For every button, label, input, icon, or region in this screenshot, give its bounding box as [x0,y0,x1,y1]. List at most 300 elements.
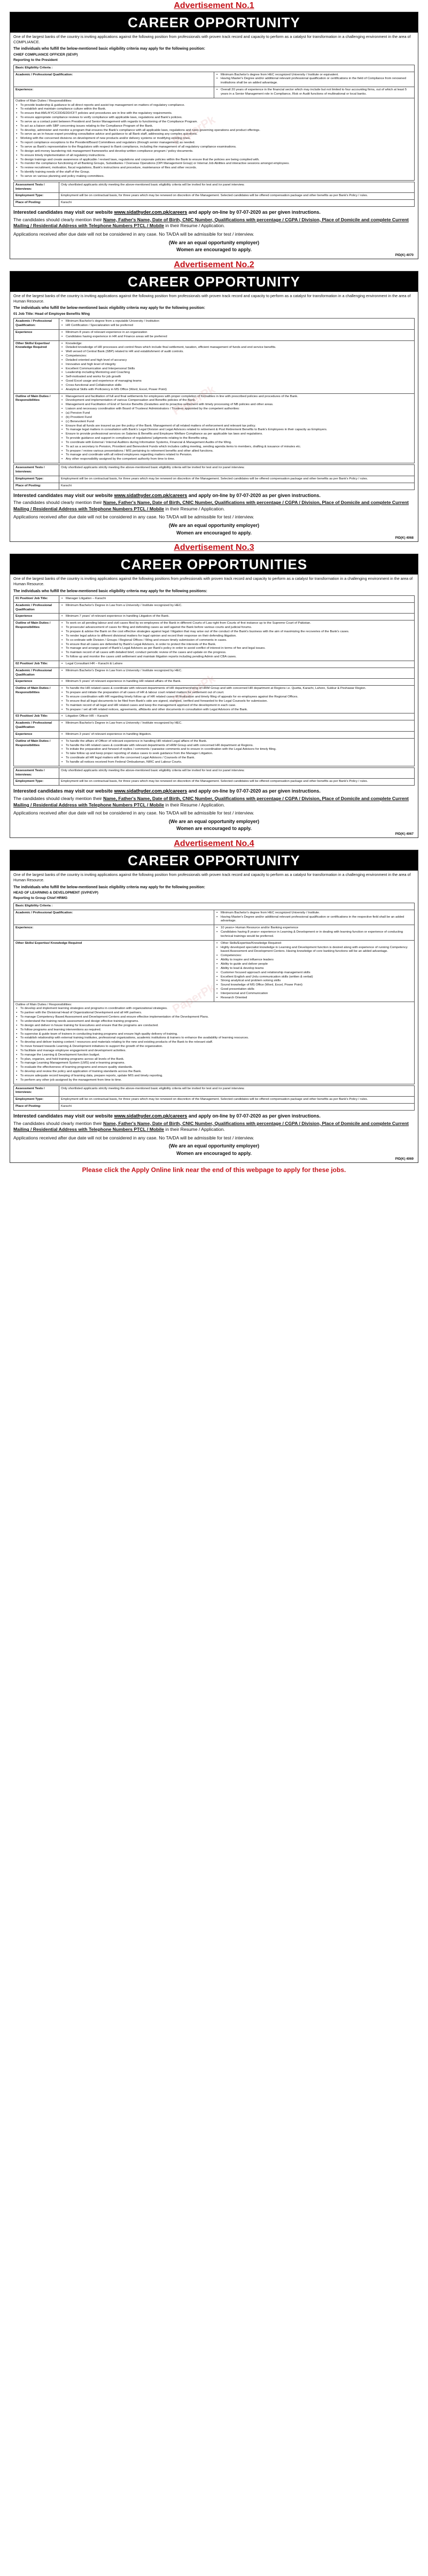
advertisement-box [10,12,418,259]
row-label: Employment Type: [14,476,59,483]
list-item: ▪ To work on all pending labour and civil cases filed by ex-employees of the Bank in different Courts of Law right from Courts of first instance up to the Supreme Court of Pakistan. [66,622,413,626]
table-row [14,200,415,207]
equal-opportunity: (We are an equal opportunity employer) [168,239,260,245]
list-item: ▪ 10 years+ Human Resource and/or Banking experience [221,926,413,930]
position-title: Reporting to the President [13,58,58,63]
list-item: ▪ To ensure appropriate compliance reviews to verify compliance with applicable laws, regulations and Bank's policies. [20,116,413,120]
list-item: ▪ Manager Litigation – Karachi [66,597,413,601]
list-item: ▪ To handle the affairs of Officer of relevant experience in handling HR related Legal affairs of the Bank. [66,740,413,744]
list-item: ▪ Self-motivated and works for job growth [66,375,413,379]
row-label: 01 Position/ Job Title: [14,595,59,602]
list-item: ▪ To supervise & guide team of trainers in conducting training programs and ensure high quality delivery of training. [20,1033,413,1037]
apply-prefix: Interested candidates may visit our website [13,210,114,215]
bullet-list [61,721,413,726]
list-item: ▪ To prepare / review various presentations / MIS pertaining to retirement benefits and other allied functions. [66,449,413,454]
list-item: ▪ Strong analytical and problem solving skills [221,979,413,983]
list-item: ▪ Well versed of Central Bank (SBP) related to HR and establishment of audit controls. [66,350,413,354]
duties-label: Outline of Main Duties / Responsibilities: [15,99,72,103]
row-content [214,87,415,98]
mention-instructions [10,795,418,809]
list-item: ▪ To handle the HR related cases & coordinate with relevant departments of HRM Group and with concerned HR department at Regions. [66,744,413,748]
bullet-list [61,597,413,601]
bullet-list [216,942,413,1000]
table-row [14,1097,415,1104]
mention-suffix: in their Resume / Application. [164,802,225,808]
criteria-header-row [14,65,415,72]
list-item: ▪ Legal Consultant HR – Karachi & Lahore [66,662,413,666]
row-label: Other Skills/ Expertise/ Knowledge Required [14,940,214,1002]
apply-instructions [10,1112,418,1120]
list-item: ▪ To prosecute/ advancement of cases for filing and defending cases as well against the Bank before various courts and judicial forums. [66,626,413,630]
pid-number: PID(K) 4067 [395,832,414,836]
list-item: ▪ Liaison and necessary coordination with Board of Trustees/ Administrators / Trustees appointed by the competent authorities: [66,407,413,412]
watermark: PaperPk [170,980,218,1016]
bullet-list [61,615,413,619]
row-label: Place of Posting: [14,1104,59,1111]
list-item: ▪ Minimum Bachelor's Degree in Law from a University / Institute recognized by HEC. [66,604,413,608]
table-row [14,72,415,87]
row-label: Experience: [14,925,214,941]
duties-cell [14,1002,415,1084]
list-item: ▪ To establish and maintain compliance culture within the Bank. [20,107,413,112]
bullet-list [216,73,413,86]
eligibility-note: The individuals who fulfill the below-mentioned basic eligibility criteria may apply for the following position: [13,306,205,311]
mention-prefix: The candidates should clearly mention their [13,216,104,222]
table-row [14,731,415,738]
table-row [14,668,415,679]
equal-opportunity: (We are an equal opportunity employer) [168,522,260,528]
list-item: ▪ To ensure coordination with HR regarding timely follow up of HR related cases till finalization and timely filing of appeals for ex-employees against the Regional Offices. [66,695,413,700]
list-item: ▪ Minimum Bachelor's Degree in Law from a University / Institute recognized by HEC. [66,721,413,726]
bullet-list [61,669,413,673]
table-row [14,614,415,620]
women-encouraged: Women are encouraged to apply. [176,826,252,832]
list-item: ▪ To render legal advice to different divisional matters for legal opinion and record their response on their defending litigation. [66,634,413,639]
mention-suffix: in their Resume / Application. [164,223,225,229]
pid-number: PID(K) 4069 [395,1157,414,1161]
table-row [14,595,415,602]
row-label: Academic / Professional Qualification: [14,72,214,87]
duties-row [14,1002,415,1084]
list-item: ▪ To maintain record of all legal and HR related cases and keep the management apprised of the development in each case. [66,704,413,708]
advertisement-heading: Advertisement No.1 [174,1,254,10]
terms-table [13,464,415,490]
list-item: ▪ To report compliance exceptions to the President/Board Committees and regulators (through senior management) as needed. [20,141,413,145]
bullet-list [61,331,413,339]
list-item: ▪ To prepare & advise the Bank on the cost effective strategies against legal / litigation that may arise out of the conduct of the Bank's business with the aim of maximizing the recoveries of the Bank's cases. [66,630,413,634]
row-content: Karachi [59,200,415,207]
list-item: ▪ Minimum Bachelor's degree from HEC recognized University / Institute or equivalent. [221,73,413,77]
position-title: 01 Job Title: Head of Employee Benefits Wing [13,312,90,316]
bullet-list [216,926,413,939]
list-item: ▪ To establish relationship with external training institutes, professional organizations, academic institutions & trainers to enhance the availability of learning resources. [20,1036,413,1041]
list-item: ▪ Leadership including Mentoring and Coaching [66,371,413,375]
watermark: PaperPk [170,113,218,148]
women-encouraged: Women are encouraged to apply. [176,1151,252,1157]
list-item: ▪ To provide leadership & guidance to all direct reports and assist top management on matters of regulatory compliance. [20,104,413,108]
list-item: ▪ Minimum 3 years' of relevant experience in handling litigation. [66,733,413,737]
row-content [59,393,415,463]
list-item: ▪ Overall 20 years of experience in the financial sector which may include but not limited to four accounting firms, out of which at least 5 years in a Senior Management role in Compliance, Risk or Audit functions of multinational or local banks. [221,88,413,97]
list-item: ▪ Any other responsibility assigned by the competent authority from time to time. [66,457,413,462]
apply-instructions [10,208,418,216]
row-label: Academic / Professional Qualification: [14,319,59,330]
row-label: Employment Type: [14,193,59,200]
mention-instructions [10,216,418,230]
row-label: 03 Position/ Job Title: [14,713,59,720]
row-content [214,72,415,87]
list-item: ▪ To follow programs and learning interventions as required. [20,1028,413,1033]
list-item: ▪ Detailed oriented and high level of accuracy [66,359,413,363]
row-content [59,686,415,713]
row-content [59,614,415,620]
list-item: ▪ To plan, organize, and hold training programs across all levels of the Bank. [20,1058,413,1062]
table-row [14,767,415,779]
list-item: ▪ To monitor the compliance functioning of all Banking Groups, Subsidiaries / Overseas Operations (OPI Management Group) or Internal Job Abilities and interactive sessions amongst employees. [20,162,413,166]
list-item: ▪ Working with the concerned divisions on development of new products and/or delivery systems or modifying existing ones. [20,137,413,141]
deadline-notice: Applications received after due date will not be considered in any case. No TA/DA will be admissible for test / interview. [13,231,254,237]
list-item: ▪ Competencies: [221,954,413,958]
row-content: Only shortlisted applicants strictly meeting the above-mentioned basic eligibility criteria will be invited for test and /or panel interview. [59,465,415,476]
list-item: ▪ Management and facilitation of full and final settlements for employees with proper completion of formalities in line with prescribed policies and procedures of the Bank. [66,395,413,399]
row-content: Karachi [59,1104,415,1111]
pid-number: PID(K) 4068 [395,536,414,540]
list-item: ▪ To handle all notices received from Federal Ombudsman, NIRC and Labour Courts. [66,761,413,765]
row-label: Experience [14,731,59,738]
apply-instructions [10,787,418,795]
list-item: ▪ To manage Learning Management System (LMS) and e-learning programs. [20,1061,413,1066]
list-item: ▪ Competencies: [66,354,413,359]
list-item: ▪ Ensure that all funds are insured as per the policy of the Bank. Management of all related matters of enforcement and relevant tax policy. [66,424,413,429]
row-label: Academic / Professional Qualification [14,668,59,679]
intro-paragraph: One of the largest banks of the country is inviting applications against the following positions from professionals with proven track record and capacity to perform as a catalyst for transformation in a challenging environment in the area of Human Resource. [13,576,413,587]
terms-table [13,1085,415,1111]
row-label: Outline of Main Duties / Responsibilities [14,686,59,713]
criteria-table [13,65,415,181]
apply-prefix: Interested candidates may visit our website [13,492,114,498]
careers-link[interactable]: www.sidathyder.com.pk/careers [114,492,188,498]
list-item: ▪ To prepare and initiate the preparation of all cases of HR & labour court related matters for settlement out of court. [66,691,413,695]
row-content [59,319,415,330]
table-row [14,193,415,200]
list-item: ▪ Minimum Bachelor's degree from a reputable University / Institution [66,320,413,324]
document-page [0,0,428,1175]
row-label: Other Skills/ Expertise/ Knowledge Required [14,340,59,393]
table-row [14,925,415,941]
intro-paragraph: One of the largest banks of the country is inviting applications against the following position from professionals with proven track record and capacity to perform as a catalyst for transformation in a challenging environment in the area of Human Resource. [13,293,411,304]
careers-link[interactable]: www.sidathyder.com.pk/careers [114,788,188,794]
mention-prefix: The candidates should clearly mention their [13,1120,104,1126]
duties-list [15,1007,413,1082]
duties-cell [14,98,415,180]
bullet-list [216,911,413,924]
mention-instructions [10,499,418,513]
row-content: Karachi [59,483,415,490]
row-content: Employment will be on contractual basis, for three years which may be renewed on discretion of the Management. Selected candidates will be offered compensation package and other benefits as per Bank's Policy / rules. [59,779,415,786]
row-label: Academic / Professional Qualification [14,720,59,732]
mention-instructions [10,1120,418,1134]
list-item: ▪ To ensure that AML/KYC/CDD/EDD/CFT policies and procedures are in line with the regulatory requirements. [20,112,413,116]
mention-suffix: in their Resume / Application. [164,1127,225,1132]
list-item: ▪ Customer focused approach and relationship management skills [221,971,413,975]
duties-row [14,98,415,180]
table-row [14,940,415,1002]
list-item: ▪ Minimum Bachelor's Degree in Law from a University / Institute recognized by HEC. [66,669,413,673]
row-content: Employment will be on contractual basis, for three years which may be renewed on discretion of the Management. Selected candidates will be offered compensation package and other benefits as per Bank's Policy / rules. [59,193,415,200]
row-content [59,602,415,614]
list-item: ▪ To partner with the Divisional Head of Organizational Development and all HR partners. [20,1011,413,1015]
row-label: Outline of Main Duties / Responsibilities [14,393,59,463]
advertisement-heading: Advertisement No.4 [174,839,254,849]
list-item: ▪ Interpersonal and Communication [221,992,413,996]
row-label: Assessment Tests / Interviews: [14,182,59,193]
bullet-list [61,662,413,666]
apply-suffix: and apply on-line by 07-07-2020 as per given instructions. [187,492,321,498]
list-item: ▪ Ability to inspire and influence leaders [221,958,413,963]
list-item: ▪ To evaluate the effectiveness of learning programs and ensure quality standards. [20,1066,413,1070]
row-label: Experience [14,679,59,686]
table-row [14,465,415,476]
careers-link[interactable]: www.sidathyder.com.pk/careers [114,1113,188,1119]
list-item: ▪ To serve on various planning and policy making committees. [20,175,413,179]
list-item: ▪ Good presentation skills [221,988,413,992]
row-label: Experience [14,614,59,620]
bullet-list [61,740,413,765]
terms-table [13,767,415,786]
deadline-notice: Applications received after due date will not be considered in any case. No TA/DA will be admissible for test / interview. [13,810,254,816]
bullet-list [61,604,413,608]
table-row [14,393,415,463]
row-content [214,925,415,941]
terms-table [13,182,415,207]
list-item: ▪ To design trainings and create awareness of applicable / revised laws, regulations and corporate policies within the Bank to ensure that the policies are being complied with. [20,158,413,162]
table-row [14,910,415,925]
row-content [59,720,415,732]
women-encouraged: Women are encouraged to apply. [176,530,252,536]
list-item: ▪ To provide guidance and support in compliance of regulations/ judgments relating to the Benefits wing. [66,437,413,441]
row-content [59,329,415,340]
equal-opportunity: (We are an equal opportunity employer) [168,818,260,824]
table-row [14,182,415,193]
list-item: ▪ To initiate the preparation and forward of replies / comments / parawise comments and to ensure in coordination with the Legal Advisors for timely filing. [66,748,413,752]
list-item: ▪ Candidates having experience in HR and Finance areas will be preferred [66,335,413,339]
list-item: ▪ To take follow up and keep proper reporting of status cases to seek guidance from the Manager Litigation. [66,752,413,756]
row-content: Employment will be on contractual basis, for three years which may be renewed on discretion of the Management. Selected candidates will be offered compensation package and other benefits as per Bank's Policy / rules. [59,476,415,483]
watermark: PaperPk [170,671,218,707]
criteria-header: Basic Eligibility Criteria : [14,65,415,72]
apply-online-note: Please click the Apply Online link near the end of this webpage to apply for these jobs. [82,1166,346,1174]
bullet-list [61,342,413,392]
list-item: ▪ To maintain record of all cases with detailed brief, conduct periodic review of the cases and update on the progress. [66,651,413,655]
list-item: ▪ Ability to lead & develop teams [221,967,413,971]
row-content [59,668,415,679]
table-row [14,738,415,766]
list-item: ▪ To perform any other job assigned by the management from time to time. [20,1078,413,1083]
list-item: ▪ To develop and review the policy and application of training standards across the Bank. [20,1070,413,1074]
list-item: ▪ To ensure that all legal documents to be filed from Bank's side are signed, stamped, verified and forwarded to the Legal Counsels for submission. [66,700,413,704]
criteria-table [13,318,415,463]
career-banner: CAREER OPPORTUNITIES [10,554,418,575]
row-content: Employment will be on contractual basis, for three years which may be renewed on discretion of the Management. Selected candidates will be offered compensation package and other benefits as per Bank's Policy / rules. [59,1097,415,1104]
list-item: ▪ Candidates having 8 years+ experience in Learning & Development or in dealing with learning function or experience of conducting technical trainings would be preferred. [221,930,413,939]
intro-paragraph: One of the largest banks of the country is inviting applications against the following position from professionals with proven track record and capacity to perform as a catalyst for transformation in a challenging environment in the area of COMPLIANCE. [13,34,411,44]
bullet-list [216,88,413,97]
table-row [14,602,415,614]
row-label: Outline of Main Duties / Responsibilities [14,738,59,766]
list-item: ▪ To act as a liaison with SBP concerning issues relating to the Compliance Program of the Bank. [20,125,413,129]
table-row [14,713,415,720]
table-row [14,720,415,732]
list-item: ▪ Research Oriented [221,996,413,1000]
list-item: ▪ To understand the training needs assessment and design effective training programs. [20,1020,413,1024]
row-content [214,910,415,925]
list-item: ▪ To design and deliver in house training for Executives and ensure that the programs are conducted. [20,1024,413,1028]
advertisement-box [10,271,418,542]
row-label: Outline of Main Duties / Responsibilities [14,620,59,661]
row-label: 02 Position/ Job Title: [14,661,59,668]
list-item: ▪ To develop and implement learning strategies and programs in coordination with organizational strategies. [20,1007,413,1011]
row-label: Employment Type: [14,779,59,786]
mention-prefix: The candidates should clearly mention their [13,500,104,506]
list-item: ▪ Excellent Communication and Interpersonal Skills [66,367,413,371]
mention-suffix: in their Resume / Application. [164,506,225,511]
career-banner: CAREER OPPORTUNITY [10,850,418,871]
table-row [14,1085,415,1097]
table-row [14,620,415,661]
list-item: ▪ To coordinate with External / Internal Auditors during Information Systems, Financial & Management Audits of the Wing. [66,441,413,445]
list-item: ▪ To follow up and monitor the cases until settlement and maintain litigation reports including pending Admin and CBA cases. [66,655,413,659]
list-item: ▪ To serve as a contact point between President and Senior Management with regards to functioning of the Compliance Program. [20,120,413,125]
table-row [14,483,415,490]
eligibility-note: The individuals who fulfill the below-mentioned basic eligibility criteria may apply for the following positions: [13,589,207,593]
table-row [14,340,415,393]
list-item: ▪ (a) Pension Fund [66,412,413,416]
list-item: ▪ Knowledge: [66,342,413,346]
duties-label: Outline of Main Duties / Responsibilities: [15,1003,72,1006]
list-item: ▪ Litigation Officer HR – Karachi [66,715,413,719]
row-content [59,620,415,661]
row-content [59,661,415,668]
list-item: ▪ Innovative and high level of integrity [66,363,413,367]
list-item: ▪ Minimum Bachelor's degree from HEC recognized University / Institute. [221,911,413,915]
eligibility-note: The individuals who fulfill the below-mentioned basic eligibility criteria may apply for the following position: [13,47,205,51]
table-row [14,679,415,686]
list-item: ▪ Having Master's Degree and/or additional relevant professional qualification or certifications in the field of Compliance from renowned institutions shall be an added advantage. [221,77,413,86]
position-title: HEAD OF LEARNING & DEVELOPMENT (SVP/EVP) [13,890,98,895]
apply-suffix: and apply on-line by 07-07-2020 as per given instructions. [187,1113,321,1119]
position-title: Reporting to Group Chief HRMG [13,896,68,901]
apply-instructions [10,491,418,499]
position-title: CHIEF COMPLIANCE OFFICER (SEVP) [13,52,78,57]
row-label: Experience: [14,87,214,98]
row-label: Place of Posting: [14,200,59,207]
list-item: ▪ Sound knowledge of MS Office (Word, Excel, Power Point) [221,983,413,988]
row-content [59,738,415,766]
list-item: ▪ To develop and deliver training content / resources and materials relating to the new and existing products of the Bank to the relevant staff. [20,1041,413,1045]
table-row [14,329,415,340]
list-item: ▪ To manage the Learning & Development function budget. [20,1053,413,1058]
list-item: ▪ To act as a secretary to Pension, Provident and Benevolent Funds which includes calling meeting, sending agenda items to members, drafting & issuance of minutes etc. [66,445,413,449]
row-label: Assessment Tests / Interviews: [14,465,59,476]
required-fields: Name, Father's Name, Date of Birth, CNIC Number, Qualifications with percentage / CGPA / Division, Place of Domicile and complete Current Mailing / Residential Address with Telephone Numbers PTCL / Mobile [13,500,409,511]
required-fields: Name, Father's Name, Date of Birth, CNIC Number, Qualifications with percentage / CGPA / Division, Place of Domicile and complete Current Mailing / Residential Address with Telephone Numbers PTCL / Mobile [13,796,409,808]
list-item: ▪ Development and implementation of various Compensation and Benefits policies of the Bank. [66,399,413,403]
list-item: ▪ To prepare / vet all HR related notices, agreements, affidavits and other documents in consultation with Legal Advisors of the Bank. [66,708,413,712]
row-label: Academic / Professional Qualification [14,602,59,614]
criteria-table [13,903,415,1084]
watermark: PaperPk [170,383,218,418]
list-item: ▪ Analytical Skills with Proficiency in MS Office (Word, Excel, Power Point) [66,388,413,392]
list-item: ▪ Highly developed specialist knowledge in Learning and Development function is desired along with experience of running Competency based Assessment and Development Centers. Having knowledge of core banking functions will be an added advantage. [221,946,413,955]
table-row [14,87,415,98]
deadline-notice: Applications received after due date will not be considered in any case. No TA/DA will be admissible for test / interview. [13,514,254,520]
row-content [59,595,415,602]
advertisement-box [10,554,418,838]
list-item: ▪ To co-ordinate with Division / Groups / Regional Offices / Wing and ensure timely submission of comments in cases. [66,639,413,643]
criteria-table [13,595,415,766]
list-item: ▪ Ensure to provide professional services on Salaries & Benefits and Employee Welfare Compliance as per applicable tax laws and regulations. [66,432,413,437]
apply-suffix: and apply on-line by 07-07-2020 as per given instructions. [187,788,321,794]
row-label: Employment Type: [14,1097,59,1104]
list-item: ▪ To ensure adequate record keeping of learning data, prepare reports, update MIS and timely reporting. [20,1074,413,1078]
apply-prefix: Interested candidates may visit our website [13,788,114,794]
bullet-list [61,715,413,719]
bullet-list [61,680,413,684]
duties-list [15,104,413,179]
list-item: ▪ Management and Facilitation of End of Service Benefits (Gratuities and its proactive settlement with timely processing of NB policies and other areas. [66,403,413,407]
list-item: ▪ To manage and coordinate with all retired employees regarding matters related to Pension. [66,453,413,457]
list-item: ▪ Detailed knowledge of HR processes and control flows which include final settlement, taxation, efficient management of funds and end service benefits. [66,346,413,350]
list-item: ▪ To handle the HR related cases & coordinate with relevant departments of HR department/wing of HRM Group and with concerned HR department at Regions i.e. Quetta, Karachi, Lahore, Sukkur & Peshawar Region. [66,687,413,691]
eligibility-note: The individuals who fulfill the below-mentioned basic eligibility criteria may apply for the following position: [13,885,205,889]
row-content [214,940,415,1002]
mention-prefix: The candidates should clearly mention their [13,796,104,801]
table-row [14,476,415,483]
career-banner: CAREER OPPORTUNITY [10,12,418,33]
row-content: Only shortlisted applicants strictly meeting the above-mentioned basic eligibility criteria will be invited for test and /or panel interview. [59,182,415,193]
advertisement-heading: Advertisement No.3 [174,543,254,553]
table-row [14,779,415,786]
list-item: ▪ To manage legal matters in consultation with Bank's Legal Division and Legal Advisors related to retirement & Post Retirement Benefits to Bank's Employees in their capacity as Employers. [66,428,413,432]
row-label: Experience [14,329,59,340]
criteria-header-row [14,903,415,910]
advertisement-box [10,850,418,1163]
required-fields: Name, Father's Name, Date of Birth, CNIC Number, Qualifications with percentage / CGPA / Division, Place of Domicile and complete Current Mailing / Residential Address with Telephone Numbers PTCL / Mobile [13,1120,409,1132]
career-banner: CAREER OPPORTUNITY [10,271,418,292]
pid-number: PID(K) 4070 [395,253,414,257]
list-item: ▪ HR Certification / Specialization will be preferred [66,324,413,328]
careers-link[interactable]: www.sidathyder.com.pk/careers [114,210,188,215]
apply-suffix: and apply on-line by 07-07-2020 as per given instructions. [187,210,321,215]
advertisement-heading: Advertisement No.2 [174,260,254,270]
list-item: ▪ Excellent English and Urdu communication skills (written & verbal) [221,975,413,980]
list-item: ▪ Having Master's Degree and/or additional relevant professional qualification or certifications in the respective field shall be an added advantage. [221,915,413,924]
list-item: ▪ Other Skills/Expertise/Knowledge Required: [221,942,413,946]
row-content [59,713,415,720]
row-label: Academic / Professional Qualification: [14,910,214,925]
table-row [14,319,415,330]
list-item: ▪ To ensure that all cases are defended by Bank's Legal Advisors, in order to protect the interests of the Bank. [66,643,413,647]
list-item: ▪ To develop, administer and monitor a program that ensures the Bank's compliance with all applicable laws, regulations and rules governing operations and product offerings. [20,129,413,133]
list-item: ▪ To ensure timely implementation of all regulatory instructions. [20,154,413,158]
deadline-notice: Applications received after due date will not be considered in any case. No TA/DA will be admissible for test / interview. [13,1135,254,1140]
table-row [14,1104,415,1111]
row-content [59,731,415,738]
row-content [59,679,415,686]
list-item: ▪ Minimum 7 years' of relevant experience in handling Litigation of the Bank. [66,615,413,619]
equal-opportunity: (We are an equal opportunity employer) [168,1143,260,1149]
row-content: Only shortlisted applicants strictly meeting the above-mentioned basic eligibility criteria will be invited for test and /or panel interview. [59,767,415,779]
